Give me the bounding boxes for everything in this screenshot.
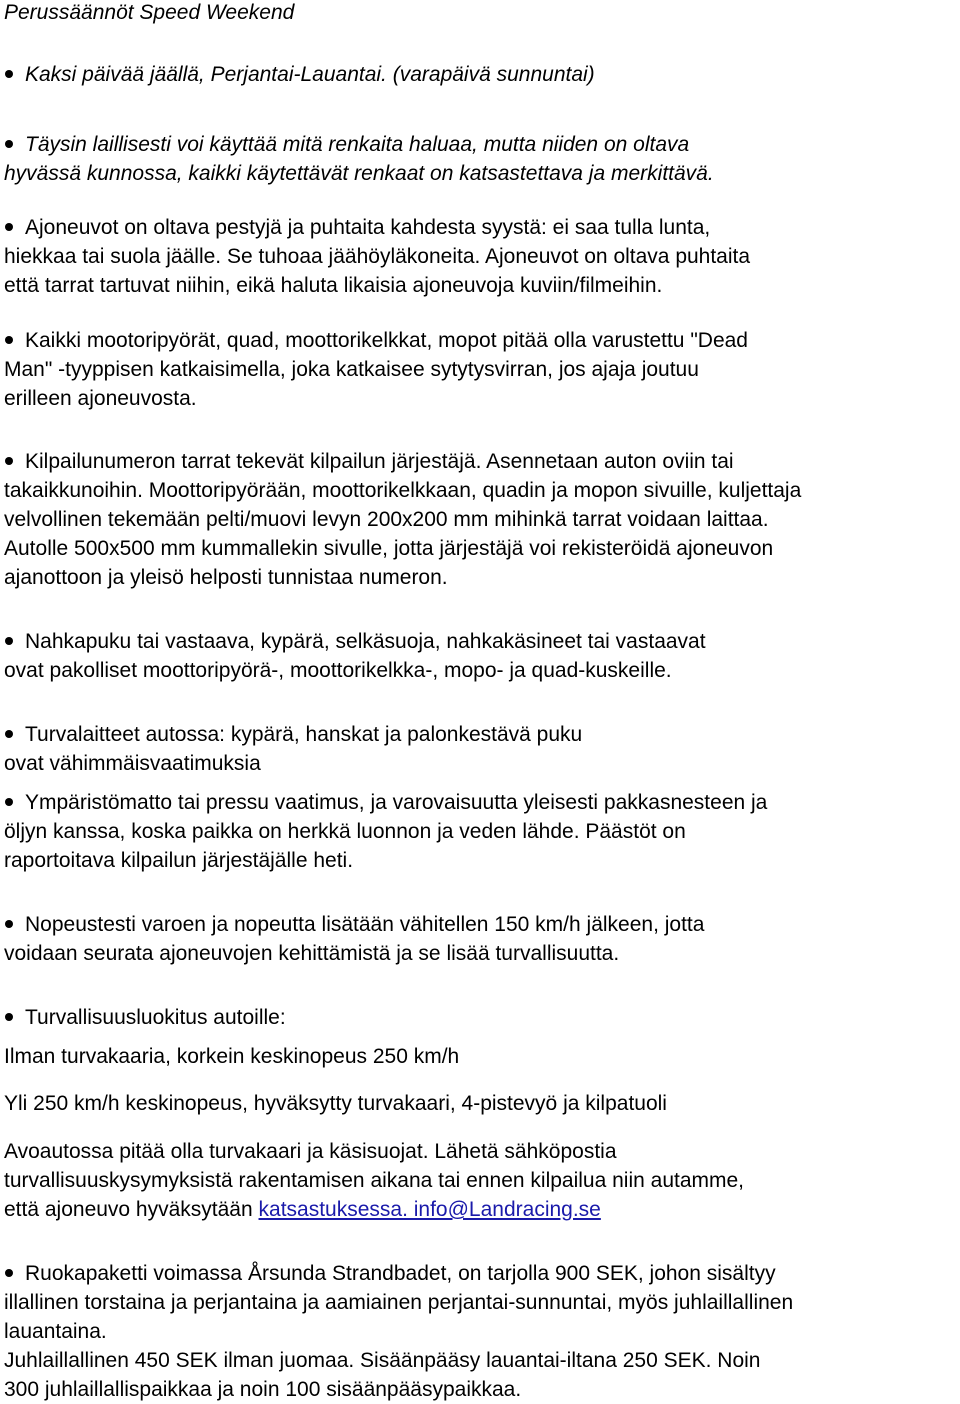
rule-text-line: turvallisuuskysymyksistä rakentamisen aikana tai ennen kilpailua niin autamme, <box>4 1169 745 1192</box>
rule-car-safety-classification <box>4 1003 956 1032</box>
rule-text-line: Ajoneuvot on oltava pestyjä ja puhtaita kahdesta syystä: ei saa tulla lunta, <box>25 216 711 239</box>
rule-event-days <box>4 60 956 89</box>
rule-text-line: Ruokapaketti voimassa Årsunda Strandbadet, on tarjolla 900 SEK, johon sisältyy <box>25 1262 776 1285</box>
rule-text-line: Kilpailunumeron tarrat tekevät kilpailun järjestäjä. Asennetaan auton oviin tai <box>25 450 734 473</box>
bullet-icon <box>5 730 13 738</box>
rule-text-line: että tarrat tartuvat niihin, eikä haluta likaisia ajoneuvoja kuviin/filmeihin. <box>4 274 663 297</box>
rule-text-line: hiekkaa tai suola jäälle. Se tuhoaa jäähöyläkoneita. Ajoneuvot on oltava puhtaita <box>4 245 751 268</box>
bullet-icon <box>5 637 13 645</box>
rule-protective-gear <box>4 627 956 685</box>
section-heading: Turvallisuusluokitus autoille: <box>25 1006 286 1029</box>
rule-text-line: lauantaina. <box>4 1320 107 1343</box>
rule-text-line: Ympäristömatto tai pressu vaatimus, ja varovaisuutta yleisesti pakkasnesteen ja <box>25 791 768 814</box>
rule-text-line: hyvässä kunnossa, kaikki käytettävät renkaat on katsastettava ja merkittävä. <box>4 162 714 185</box>
rule-car-safety-equipment <box>4 720 956 778</box>
rule-text-line: Nopeustesti varoen ja nopeutta lisätään vähitellen 150 km/h jälkeen, jotta <box>25 913 705 936</box>
bullet-icon <box>5 1013 13 1021</box>
document-title: Perussäännöt Speed Weekend <box>4 1 295 24</box>
rule-text-line: 300 juhlaillallispaikkaa ja noin 100 sisäänpääsypaikkaa. <box>4 1378 522 1401</box>
rule-text-line: että ajoneuvo hyväksytään <box>4 1198 259 1221</box>
rule-text-line: Man" -tyyppisen katkaisimella, joka katkaisee sytytysvirran, jos ajaja joutuu <box>4 358 699 381</box>
rule-food-package <box>4 1259 956 1404</box>
rule-text-line: raportoitava kilpailun järjestäjälle heti. <box>4 849 354 872</box>
bullet-icon <box>5 336 13 344</box>
rule-speed-test <box>4 910 956 968</box>
bullet-icon <box>5 798 13 806</box>
rule-text-line: öljyn kanssa, koska paikka on herkkä luonnon ja veden lähde. Päästöt on <box>4 820 686 843</box>
safety-class-no-rollcage <box>4 1042 956 1071</box>
rule-text-line: takaikkunoihin. Moottoripyörään, moottorikelkkaan, quadin ja mopon sivuille, kuljettaja <box>4 479 802 502</box>
rule-text-line: voidaan seurata ajoneuvojen kehittämistä ja se lisää turvallisuutta. <box>4 942 620 965</box>
bullet-icon <box>5 223 13 231</box>
rule-tyres <box>4 130 956 188</box>
rule-text-line: Autolle 500x500 mm kummallekin sivulle, jotta järjestäjä voi rekisteröidä ajoneuvon <box>4 537 774 560</box>
rule-dead-man-switch <box>4 326 956 413</box>
rule-text-line: Kaikki mootoripyörät, quad, moottorikelkkat, mopot pitää olla varustettu "Dead <box>25 329 748 352</box>
safety-class-convertible <box>4 1137 956 1224</box>
rule-text-line: Juhlaillallinen 450 SEK ilman juomaa. Sisäänpääsy lauantai-iltana 250 SEK. Noin <box>4 1349 761 1372</box>
rule-text-line: velvollinen tekemään pelti/muovi levyn 200x200 mm mihinkä tarrat voidaan laittaa. <box>4 508 769 531</box>
bullet-icon <box>5 1269 13 1277</box>
rule-text-line: Nahkapuku tai vastaava, kypärä, selkäsuoja, nahkakäsineet tai vastaavat <box>25 630 706 653</box>
rule-text-line: ovat pakolliset moottoripyörä-, moottorikelkka-, mopo- ja quad-kuskeille. <box>4 659 672 682</box>
rule-text-line: erilleen ajoneuvosta. <box>4 387 197 410</box>
rule-text-line: Täysin laillisesti voi käyttää mitä renkaita haluaa, mutta niiden on oltava <box>25 133 690 156</box>
rule-text-line: Turvalaitteet autossa: kypärä, hanskat ja palonkestävä puku <box>25 723 583 746</box>
email-link[interactable]: katsastuksessa. info@Landracing.se <box>258 1198 601 1221</box>
rule-text-line: Yli 250 km/h keskinopeus, hyväksytty turvakaari, 4-pistevyö ja kilpatuoli <box>4 1092 667 1115</box>
rule-text-line: illallinen torstaina ja perjantaina ja aamiainen perjantai-sunnuntai, myös juhlaillallinen <box>4 1291 794 1314</box>
bullet-icon <box>5 457 13 465</box>
rule-text-line: Ilman turvakaaria, korkein keskinopeus 250 km/h <box>4 1045 460 1068</box>
safety-class-over-250 <box>4 1089 956 1118</box>
rule-environment <box>4 788 956 875</box>
rule-race-numbers <box>4 447 956 592</box>
bullet-icon <box>5 140 13 148</box>
rule-text-line: Avoautossa pitää olla turvakaari ja käsisuojat. Lähetä sähköpostia <box>4 1140 617 1163</box>
rule-text-line: Kaksi päivää jäällä, Perjantai-Lauantai. (varapäivä sunnuntai) <box>25 63 595 86</box>
rule-text-line: ajanottoon ja yleisö helposti tunnistaa numeron. <box>4 566 448 589</box>
rule-clean-vehicles <box>4 213 956 300</box>
bullet-icon <box>5 70 13 78</box>
rule-text-line: ovat vähimmäisvaatimuksia <box>4 752 261 775</box>
bullet-icon <box>5 920 13 928</box>
